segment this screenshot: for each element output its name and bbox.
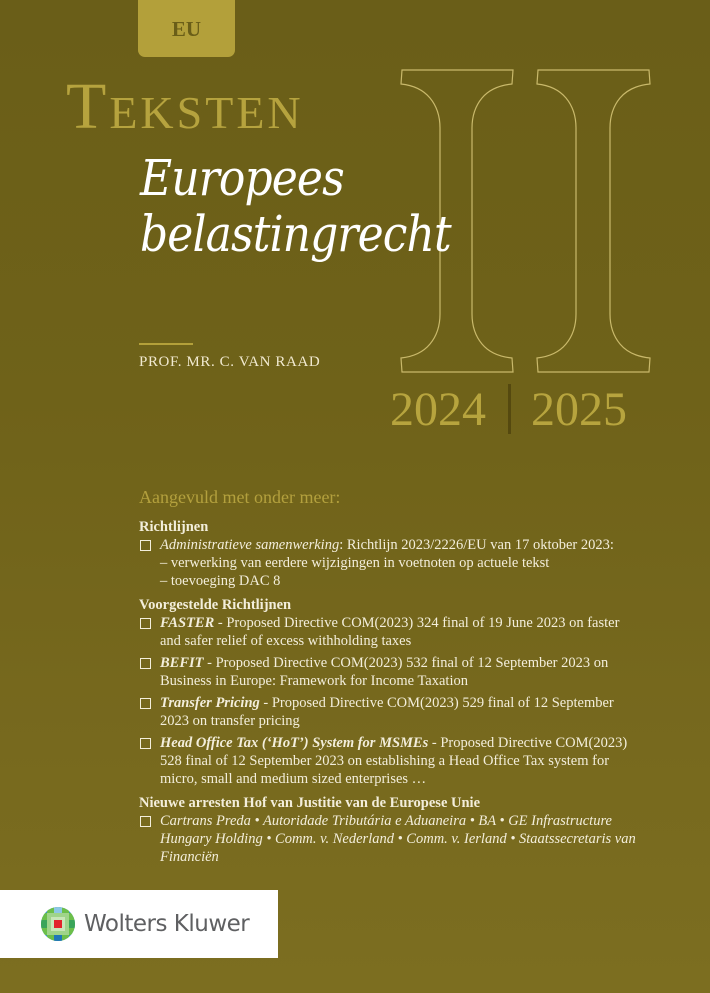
contents-lead: Aangevuld met onder meer: [139,487,341,507]
item-text: Cartrans Preda • Autoridade Tributária e Aduaneira • BA • GE Infrastructure Hungary Holding • Comm. v. Nederland • Comm. v. Ierland • Staatssecretaris van Financiën [160,813,636,865]
item-text: - Proposed Directive COM(2023) 532 final of 12 September 2023 on Business in Europe: Framework for Income Taxation [160,655,609,689]
checkbox-bullet-icon [140,816,151,827]
series-tab-label: EU [171,17,202,41]
item-emphasis: BEFIT [160,655,204,671]
section-richtlijnen [139,518,639,590]
list-item [139,536,639,590]
list-item [139,734,639,788]
item-text: - Proposed Directive COM(2023) 528 final of 12 September 2023 on establishing a Head Office Tax system for micro, small and medium sized enterprises … [160,735,628,787]
edition-years [390,384,627,434]
list-item [139,694,639,730]
item-text: : Richtlijn 2023/2226/EU van 17 oktober 2023: [339,537,614,553]
checkbox-bullet-icon [140,698,151,709]
title-line-2: belastingrecht [140,205,451,263]
author-divider [139,343,193,345]
globe-logo-icon [40,906,76,942]
item-text: - Proposed Directive COM(2023) 324 final of 19 June 2023 on faster and safer relief of excess withholding taxes [160,615,620,649]
title-line-1: Europees [140,149,344,207]
checkbox-bullet-icon [140,618,151,629]
list-item [139,812,639,866]
section-heading: Richtlijnen [139,519,209,535]
checkbox-bullet-icon [140,658,151,669]
section-voorgestelde-richtlijnen [139,596,639,788]
contents-summary [139,487,639,872]
section-nieuwe-arresten [139,794,639,866]
year-divider [508,384,511,434]
series-name-text: Teksten [66,70,304,143]
item-emphasis: Head Office Tax (‘HoT’) System for MSMEs [160,735,429,751]
section-heading: Nieuwe arresten Hof van Justitie van de Europese Unie [139,795,481,811]
section-heading: Voorgestelde Richtlijnen [139,597,292,613]
list-item [139,654,639,690]
checkbox-bullet-icon [140,738,151,749]
checkbox-bullet-icon [140,540,151,551]
author-name: PROF. MR. C. VAN RAAD [139,354,321,370]
book-title [140,150,451,262]
sub-item: – toevoeging DAC 8 [160,573,281,589]
item-emphasis: Transfer Pricing [160,695,260,711]
item-emphasis: Administratieve samenwerking [160,537,340,553]
publisher-logo-panel [0,890,278,958]
series-tab [138,0,235,57]
list-item [139,614,639,650]
sub-item: – verwerking van eerdere wijzigingen in voetnoten op actuele tekst [160,555,550,571]
item-emphasis: FASTER [160,615,215,631]
year-start: 2024 [390,382,486,436]
publisher-name: Wolters Kluwer [84,911,250,937]
item-text: - Proposed Directive COM(2023) 529 final of 12 September 2023 on transfer pricing [160,695,614,729]
year-end: 2025 [531,382,627,436]
series-name [66,70,304,143]
